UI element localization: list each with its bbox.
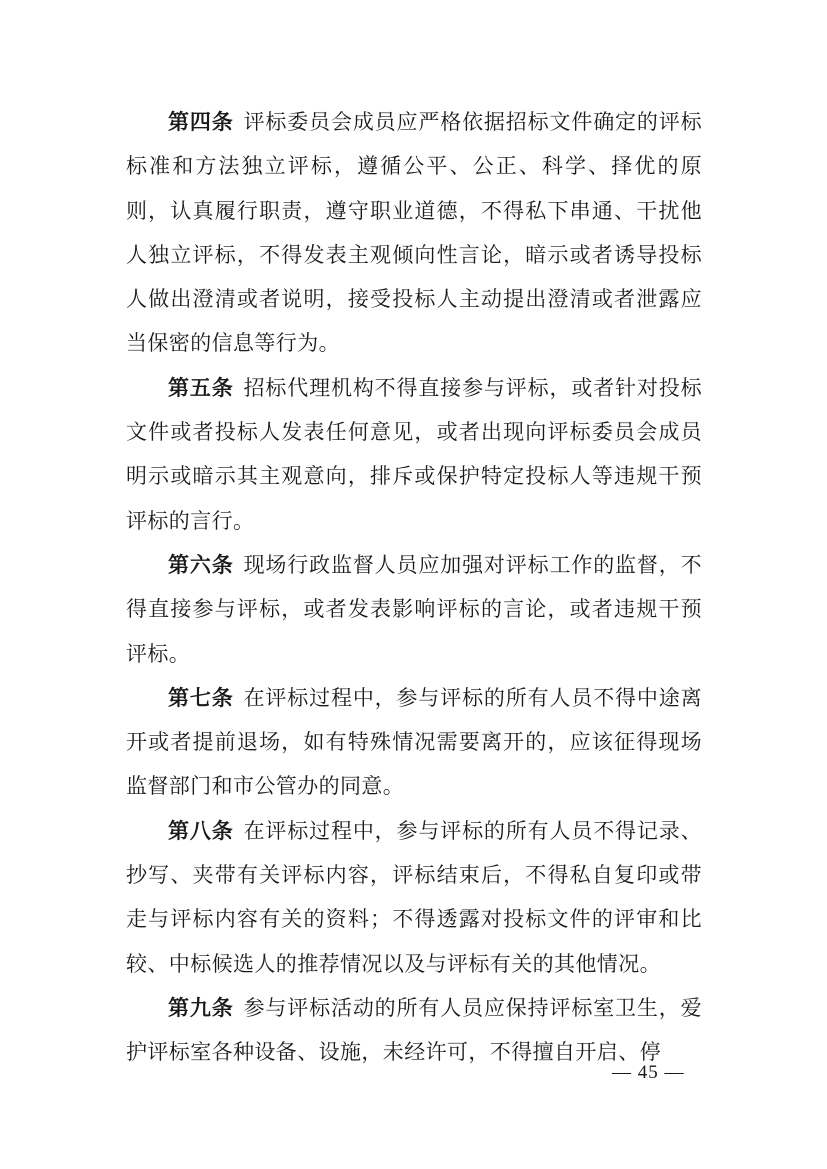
article-8	[126, 809, 702, 986]
article-text: 参与评标活动的所有人员应保持评标室卫生，爱护评标室各种设备、设施，未经许可，不得擅自开启、停	[126, 995, 702, 1065]
article-text: 评标委员会成员应严格依据招标文件确定的评标标准和方法独立评标，遵循公平、公正、科学、择优的原则，认真履行职责，遵守职业道德，不得私下串通、干扰他人独立评标，不得发表主观倾向性言论，暗示或者诱导投标人做出澄清或者说明，接受投标人主动提出澄清或者泄露应当保密的信息等行为。	[126, 110, 702, 356]
article-text: 在评标过程中，参与评标的所有人员不得记录、抄写、夹带有关评标内容，评标结束后，不得私自复印或带走与评标内容有关的资料；不得透露对投标文件的评审和比较、中标候选人的推荐情况以及与评标有关的其他情况。	[126, 818, 702, 976]
article-7	[126, 676, 702, 809]
body-text	[126, 100, 702, 1075]
article-heading: 第六条	[168, 552, 234, 577]
page-number: — 45 —	[612, 1062, 685, 1083]
article-heading: 第四条	[168, 110, 234, 134]
article-6	[126, 543, 702, 676]
article-heading: 第七条	[168, 685, 234, 710]
article-text: 招标代理机构不得直接参与评标，或者针对投标文件或者投标人发表任何意见，或者出现向评标委员会成员明示或暗示其主观意向，排斥或保护特定投标人等违规干预评标的言行。	[126, 375, 702, 533]
article-text: 在评标过程中，参与评标的所有人员不得中途离开或者提前退场，如有特殊情况需要离开的，应该征得现场监督部门和市公管办的同意。	[126, 685, 702, 799]
article-heading: 第九条	[168, 995, 234, 1020]
article-4	[126, 100, 702, 366]
article-text: 现场行政监督人员应加强对评标工作的监督，不得直接参与评标，或者发表影响评标的言论，或者违规干预评标。	[126, 552, 702, 666]
article-5	[126, 366, 702, 543]
article-heading: 第五条	[168, 375, 234, 400]
article-heading: 第八条	[168, 818, 234, 843]
